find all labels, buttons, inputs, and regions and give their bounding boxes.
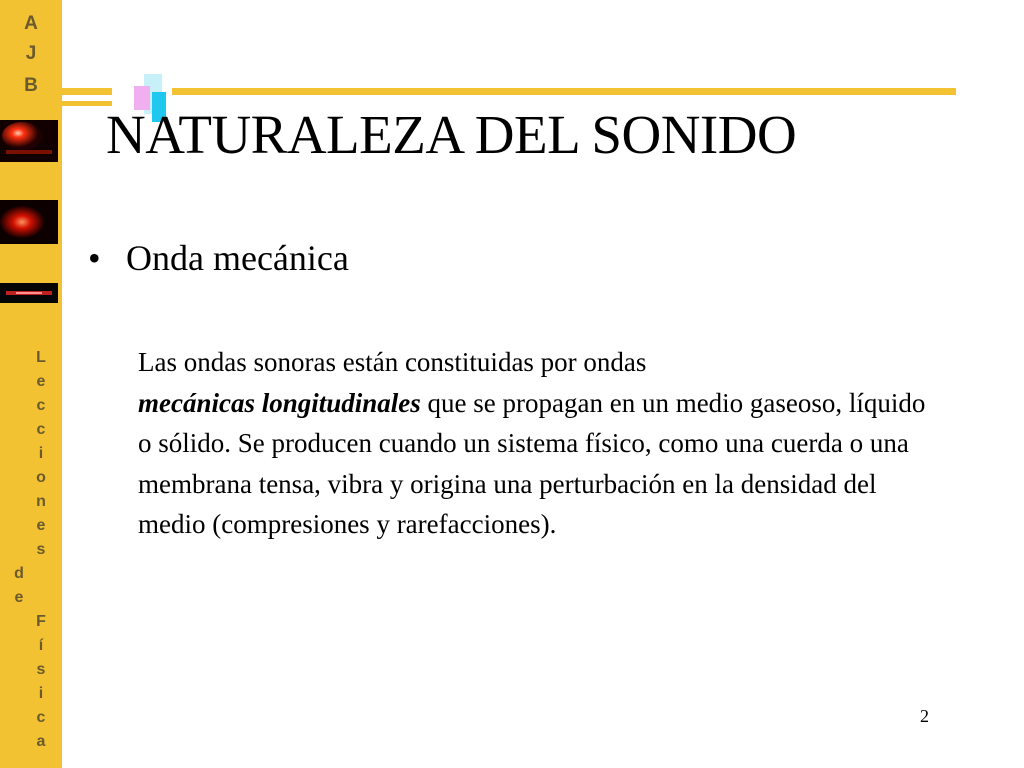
series-letter: s xyxy=(36,661,46,678)
series-letter: i xyxy=(38,685,44,702)
bullet-item xyxy=(88,237,349,279)
header-bar-left-lower xyxy=(62,101,112,106)
slide-title: NATURALEZA DEL SONIDO xyxy=(106,104,797,165)
logo-letter-a: A xyxy=(24,13,38,34)
series-letter: a xyxy=(36,733,46,750)
logo-letter-j: J xyxy=(25,43,37,64)
series-letter: L xyxy=(36,349,46,366)
header-bar-right xyxy=(172,88,956,95)
series-letter: e xyxy=(36,373,46,390)
page-number: 2 xyxy=(920,706,929,726)
series-letter: F xyxy=(36,613,46,630)
thumbnail-image-3 xyxy=(0,283,58,303)
series-letter: o xyxy=(36,469,46,486)
paragraph-emphasis: mecánicas longitudinales xyxy=(138,387,421,418)
body-paragraph xyxy=(138,342,928,545)
header-bar-gap xyxy=(62,96,112,98)
series-letter: s xyxy=(36,541,46,558)
red-flare-image xyxy=(0,200,58,244)
thumbnail-image-1 xyxy=(0,120,58,162)
series-letter: c xyxy=(36,397,46,414)
series-letter: e xyxy=(14,589,24,606)
series-letter: e xyxy=(36,517,46,534)
series-letter: c xyxy=(36,709,46,726)
thumbnail-image-2 xyxy=(0,200,58,244)
header-bar-left xyxy=(62,88,112,95)
red-glow-image xyxy=(0,120,58,162)
spectrum-strip-image xyxy=(0,283,58,303)
series-letter: i xyxy=(38,445,44,462)
paragraph-intro: Las ondas sonoras están constituidas por ondas xyxy=(138,347,647,377)
bullet-dot-icon: • xyxy=(88,238,101,278)
series-letter: d xyxy=(14,565,24,582)
sidebar xyxy=(0,0,62,768)
series-letter: í xyxy=(38,637,44,654)
series-letter: n xyxy=(36,493,46,510)
paragraph-rest: que se propagan en un medio gaseoso, líquido o sólido. Se producen cuando un sistema físico, como una cuerda o una membrana tensa, vibra y origina una perturbación en la densidad del medio (compresiones y rarefacciones). xyxy=(138,387,926,539)
logo-letter-b: B xyxy=(24,75,38,96)
series-letter: c xyxy=(36,421,46,438)
bullet-text: Onda mecánica xyxy=(126,238,349,278)
